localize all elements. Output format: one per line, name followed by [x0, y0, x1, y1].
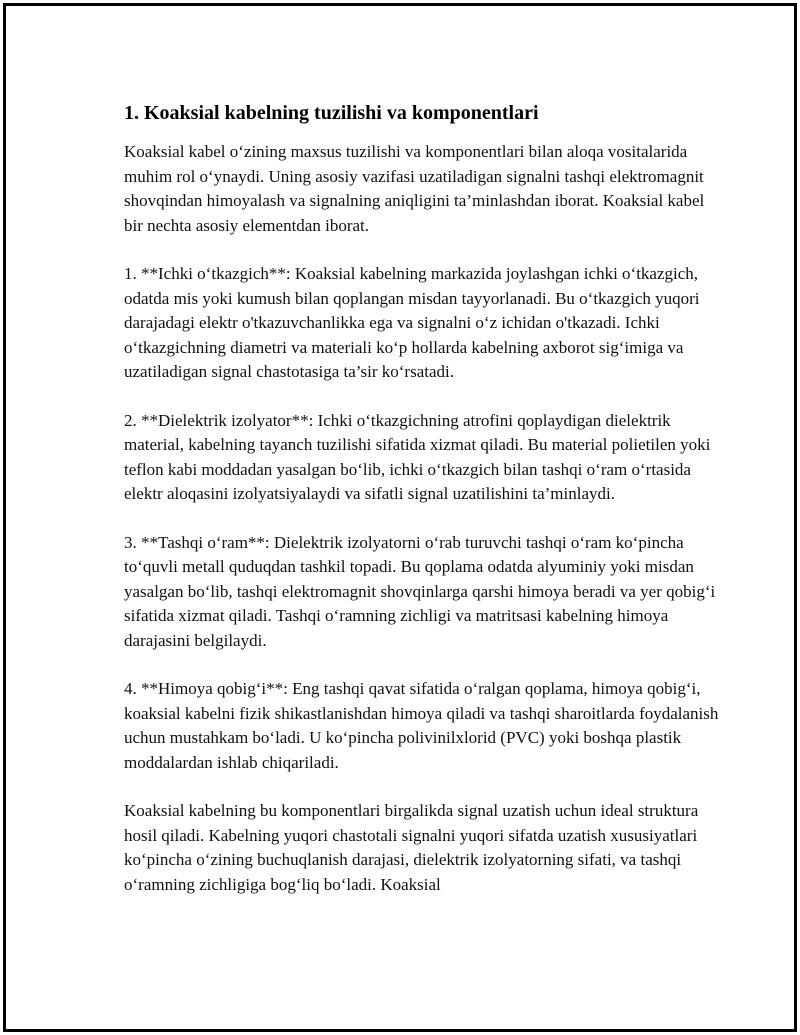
page-frame — [3, 3, 797, 1032]
paragraph-protective-jacket: 4. **Himoya qobig‘i**: Eng tashqi qavat sifatida o‘ralgan qoplama, himoya qobig‘i, koaksial kabelni fizik shikastlanishdan himoya qiladi va tashqi sharoitlarda foydalanish uchun mustahkam bo‘ladi. U ko‘pincha polivinilxlorid (PVC) yoki boshqa plastik moddalardan ishlab chiqariladi. — [124, 679, 719, 772]
paragraph-inner-conductor: 1. **Ichki o‘tkazgich**: Koaksial kabelning markazida joylashgan ichki o‘tkazgich, odatda mis yoki kumush bilan qoplangan misdan tayyorlanadi. Bu o‘tkazgich yuqori darajadagi elektr o'tkazuvchanlikka ega va signalni o‘z ichidan o'tkazadi. Ichki o‘tkazgichning diametri va materiali ko‘p hollarda kabelning axborot sig‘imiga va uzatiladigan signal chastotasiga ta’sir ko‘rsatadi. — [124, 264, 700, 381]
closing-paragraph: Koaksial kabelning bu komponentlari birgalikda signal uzatish uchun ideal struktura hosil qiladi. Kabelning yuqori chastotali signalni yuqori sifatda uzatish xususiyatlari ko‘pincha o‘zining buchuqlanish darajasi, dielektrik izolyatorning sifati, va tashqi o‘ramning zichligiga bog‘liq bo‘ladi. Koaksial — [124, 801, 699, 894]
paragraph-outer-shield: 3. **Tashqi o‘ram**: Dielektrik izolyatorni o‘rab turuvchi tashqi o‘ram ko‘pincha to‘quvli metall quduqdan tashkil topadi. Bu qoplama odatda alyuminiy yoki misdan yasalgan bo‘lib, tashqi elektromagnit shovqinlarga qarshi himoya beradi va yer qobig‘i sifatida xizmat qiladi. Tashqi o‘ramning zichligi va matritsasi kabelning himoya darajasini belgilaydi. — [124, 532, 716, 650]
document-title: 1. Koaksial kabelning tuzilishi va komponentlari — [124, 102, 539, 124]
paragraph-dielectric-insulator: 2. **Dielektrik izolyator**: Ichki o‘tkazgichning atrofini qoplaydigan dielektrik material, kabelning tayanch tuzilishi sifatida xizmat qiladi. Bu material polietilen yoki teflon kabi moddadan yasalgan bo‘lib, ichki o‘tkazgich bilan tashqi o‘ram o‘rtasida elektr aloqasini izolyatsiyalaydi va sifatli signal uzatilishini ta’minlaydi. — [124, 410, 711, 503]
intro-paragraph: Koaksial kabel o‘zining maxsus tuzilishi va komponentlari bilan aloqa vositalarida muhim rol o‘ynaydi. Uning asosiy vazifasi uzatiladigan signalni tashqi elektromagnit shovqindan himoyalash va signalning aniqligini ta’minlashdan iborat. Koaksial kabel bir nechta asosiy elementdan iborat. — [124, 142, 705, 235]
document-body — [124, 100, 724, 921]
